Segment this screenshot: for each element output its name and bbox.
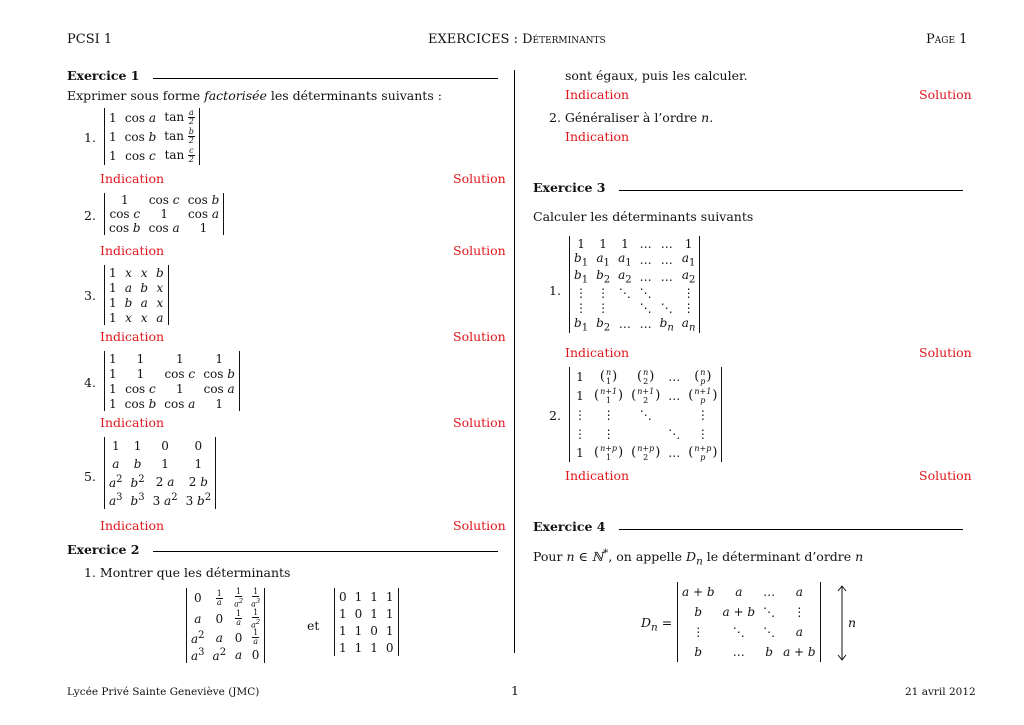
ex2-1-solution-link[interactable]: Solution [919, 87, 972, 102]
footer-date: 21 avril 2012 [905, 686, 976, 698]
exercise-4-rule [619, 529, 963, 530]
ex2-continuation: sont égaux, puis les calculer. [565, 68, 748, 83]
ex2-determinant-b: 0 1 1 1 1 0 1 1 1 1 0 1 1 1 1 0 [334, 588, 399, 656]
ex1-5-solution-link[interactable]: Solution [453, 518, 506, 533]
ex4-determinant: a + b a … a b a + b ⋱ ⋮ ⋮ ⋱ ⋱ a b … b a + b [677, 582, 821, 662]
ex3-determinant-1: 1 1 1 … … 1 $b_1$ $a_1$ $a_1$ … … $a_1$ $b_1$ $b_2$ $a_2$ … … $a_2$ ⋮ ⋮ ⋱ ⋱ ⋮ ⋮ ⋮ ⋱ ⋱ ⋮ $b_1$ $b_2$ … … $b_n$ $a_n$ [569, 236, 700, 333]
exercise-1-intro: Exprimer sous forme factorisée les déterminants suivants : [67, 88, 442, 103]
column-divider [514, 70, 515, 653]
ex3-determinant-2: 1 ( n 1 ) ( n 2 ) … ( n p ) 1 ( n+1 1 ) ( n+1 2 ) … ( n+1 p ) ⋮ ⋮ ⋱ ⋮ ⋮ ⋮ ⋱ ⋮ 1 ( n+p 1 ) ( n+p 2 ) … ( n+p p ) [569, 367, 722, 462]
exercise-3-intro: Calculer les déterminants suivants [533, 209, 754, 224]
ex3-1-indication-link[interactable]: Indication [565, 345, 630, 360]
ex2-item-2: 2. Généraliser à l’ordre n. [549, 110, 714, 125]
ex2-determinant-a: 0 $\frac{1}{a}$ $\frac{1}{a^2}$ $\frac{1}{a^3}$ a 0 $\frac{1}{a}$ $\frac{1}{a^2}$ $a^2$ a 0 $\frac{1}{a}$ $a^3$ $a^2$ a 0 [186, 588, 265, 663]
ex3-2-indication-link[interactable]: Indication [565, 468, 630, 483]
header-page: Page 1 [926, 32, 968, 47]
exercise-4-intro: Pour n ∈ ℕ*, on appelle $D_n$ le déterminant d’ordre n [533, 547, 864, 568]
ex2-et-label: et [307, 618, 320, 633]
ex1-determinant-1: 1 cos a tan $\frac{a}{2}$ 1 cos b tan $\frac{b}{2}$ 1 cos c tan $\frac{c}{2}$ [104, 108, 200, 165]
exercise-4-title: Exercice 4 [533, 519, 606, 534]
ex1-2-solution-link[interactable]: Solution [453, 243, 506, 258]
ex1-3-solution-link[interactable]: Solution [453, 329, 506, 344]
exercise-2-rule [153, 551, 498, 552]
footer-school: Lycée Privé Sainte Geneviève (JMC) [67, 686, 260, 698]
ex2-1-indication-link[interactable]: Indication [565, 87, 630, 102]
header-left: PCSI 1 [67, 32, 113, 47]
footer-page-number: 1 [511, 683, 519, 698]
ex3-2-solution-link[interactable]: Solution [919, 468, 972, 483]
ex1-determinant-3: 1 x x b 1 a b x 1 b a x 1 x x a [104, 265, 169, 325]
ex1-5-indication-link[interactable]: Indication [100, 518, 165, 533]
exercise-2-title: Exercice 2 [67, 542, 140, 557]
ex3-1-solution-link[interactable]: Solution [919, 345, 972, 360]
ex3-item-2-label: 2. [549, 408, 561, 423]
ex3-item-1-label: 1. [549, 283, 561, 298]
ex4-size-label: n [848, 615, 857, 630]
ex1-2-indication-link[interactable]: Indication [100, 243, 165, 258]
ex2-item-1: 1. Montrer que les déterminants [84, 565, 291, 580]
exercise-1-title: Exercice 1 [67, 68, 140, 83]
size-arrow-icon [836, 584, 848, 662]
ex1-determinant-2: 1 cos c cos b cos c 1 cos a cos b cos a 1 [104, 193, 224, 235]
ex1-4-indication-link[interactable]: Indication [100, 415, 165, 430]
exercise-3-rule [619, 190, 963, 191]
exercise-3-title: Exercice 3 [533, 180, 606, 195]
ex1-1-indication-link[interactable]: Indication [100, 171, 165, 186]
ex1-determinant-4: 1 1 1 1 1 1 cos c cos b 1 cos c 1 cos a 1 cos b cos a 1 [104, 351, 240, 411]
ex1-item-1-label: 1. [84, 130, 96, 145]
ex1-1-solution-link[interactable]: Solution [453, 171, 506, 186]
ex1-item-4-label: 4. [84, 375, 96, 390]
ex1-3-indication-link[interactable]: Indication [100, 329, 165, 344]
ex2-2-indication-link[interactable]: Indication [565, 129, 630, 144]
ex1-4-solution-link[interactable]: Solution [453, 415, 506, 430]
ex1-determinant-5: 1 1 0 0 a b 1 1 $a^2$ $b^2$ 2 a 2 b $a^3$ $b^3$ 3 $a^2$ 3 $b^2$ [104, 437, 216, 509]
exercise-1-rule [153, 78, 498, 79]
ex1-item-5-label: 5. [84, 469, 96, 484]
ex4-lhs: $D_n$ = [641, 615, 673, 634]
header-title: EXERCICES : Déterminants [428, 32, 606, 47]
ex1-item-3-label: 3. [84, 288, 96, 303]
ex1-item-2-label: 2. [84, 208, 96, 223]
